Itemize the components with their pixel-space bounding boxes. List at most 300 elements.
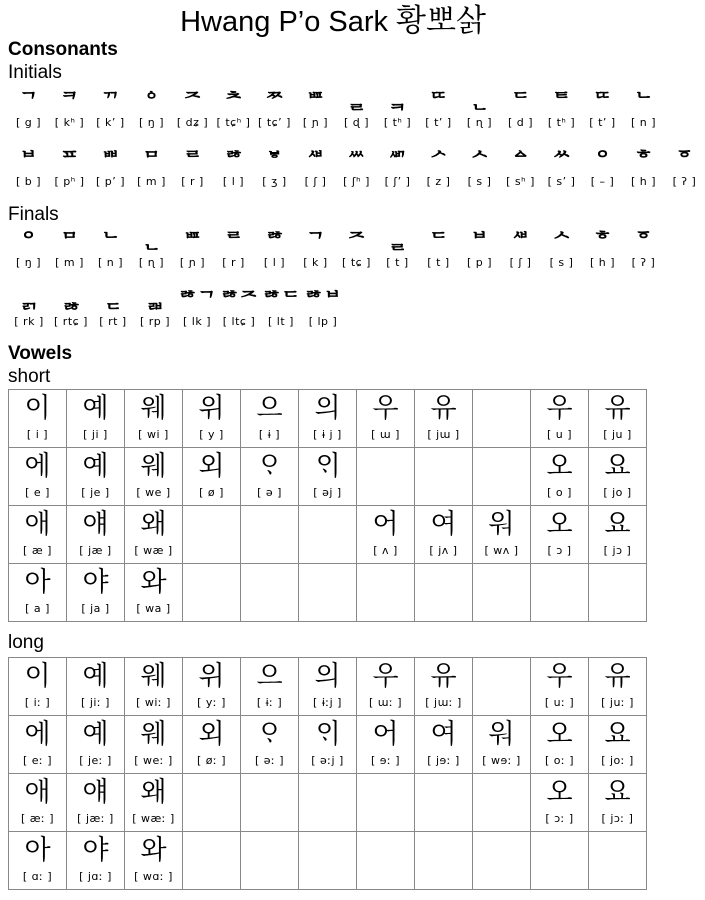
vowel-glyph: 유 bbox=[430, 393, 457, 424]
vowel-cell bbox=[9, 658, 67, 716]
ipa-label: [ jʌ ] bbox=[429, 544, 458, 557]
vowel-cell bbox=[589, 716, 647, 774]
vowel-cell bbox=[589, 506, 647, 564]
finals-row-1 bbox=[8, 228, 664, 270]
letter-glyph: ᄫ bbox=[264, 148, 285, 172]
vowel-cell bbox=[9, 564, 67, 622]
ipa-label: [ wa ] bbox=[136, 602, 171, 615]
vowel-glyph: 예 bbox=[82, 393, 109, 424]
ipa-label: [ o ] bbox=[547, 486, 572, 499]
vowel-glyph: 요 bbox=[604, 451, 631, 482]
ipa-label: [ je ] bbox=[81, 486, 110, 499]
vowel-glyph: 얘 bbox=[82, 509, 109, 540]
ipa-label: [ t’ ] bbox=[425, 116, 452, 129]
letter-glyph: ᅙ bbox=[674, 148, 695, 172]
letter-glyph: ᄎ bbox=[223, 89, 244, 113]
ipa-label: [ ə ] bbox=[257, 486, 282, 499]
vowel-cell bbox=[67, 832, 125, 890]
vowel-glyph: 와 bbox=[140, 567, 167, 598]
letter-glyph: ᄚᄇ bbox=[303, 288, 343, 312]
vowel-cell bbox=[357, 774, 415, 832]
short-heading: short bbox=[8, 366, 51, 387]
vowel-glyph: 웨 bbox=[140, 393, 167, 424]
letter-glyph: ᄇ bbox=[18, 148, 39, 172]
ipa-label: [ rk ] bbox=[14, 315, 44, 328]
vowel-cell bbox=[415, 716, 473, 774]
ipa-label: [ ɳ ] bbox=[466, 116, 493, 129]
ipa-label: [ ɘː ] bbox=[370, 754, 401, 767]
vowel-cell bbox=[299, 658, 357, 716]
ipa-label: [ u ] bbox=[546, 428, 573, 441]
vowel-cell bbox=[183, 716, 241, 774]
consonant-cell bbox=[8, 88, 49, 130]
consonant-cell bbox=[134, 287, 176, 329]
letter-glyph: ᄪ bbox=[305, 89, 326, 113]
ipa-label: [ pʰ ] bbox=[54, 175, 85, 188]
ipa-label: [ wæː ] bbox=[132, 812, 175, 825]
consonant-cell bbox=[49, 228, 90, 270]
ipa-label: [ y ] bbox=[199, 428, 224, 441]
vowel-cell bbox=[67, 390, 125, 448]
ipa-label: [ rp ] bbox=[139, 315, 171, 328]
consonant-cell bbox=[90, 228, 131, 270]
consonant-cell bbox=[377, 88, 418, 130]
vowel-row bbox=[9, 658, 647, 716]
initials-row-2 bbox=[8, 147, 705, 189]
ipa-label: [ rt ] bbox=[99, 315, 127, 328]
vowel-cell bbox=[67, 448, 125, 506]
vowel-glyph bbox=[183, 834, 240, 870]
letter-glyph: ᄃ bbox=[428, 229, 449, 253]
letter-glyph: ᆫ bbox=[141, 229, 162, 253]
vowel-glyph: 이 bbox=[24, 661, 51, 692]
ipa-label: [ p’ ] bbox=[95, 175, 126, 188]
finals-heading: Finals bbox=[8, 204, 59, 225]
ipa-label: [ rtɕ ] bbox=[54, 315, 88, 328]
vowel-glyph: 요 bbox=[604, 777, 631, 808]
ipa-label: [ h ] bbox=[630, 175, 657, 188]
ipa-label: [ a ] bbox=[25, 602, 50, 615]
vowel-cell bbox=[589, 390, 647, 448]
consonant-cell bbox=[418, 88, 459, 130]
letter-glyph: ᄍ bbox=[264, 89, 285, 113]
ipa-label: [ b ] bbox=[15, 175, 42, 188]
vowel-glyph: 어 bbox=[372, 719, 399, 750]
letter-glyph: ᄄ bbox=[592, 89, 613, 113]
vowels-heading: Vowels bbox=[8, 343, 73, 364]
ipa-label: [ æ ] bbox=[23, 544, 52, 557]
vowel-glyph bbox=[473, 776, 530, 812]
vowel-cell bbox=[473, 832, 531, 890]
vowel-cell bbox=[473, 716, 531, 774]
vowel-glyph: 외 bbox=[198, 719, 225, 750]
letter-glyph: ᄼ bbox=[428, 148, 449, 172]
vowel-glyph bbox=[299, 508, 356, 544]
ipa-label: [ tʰ ] bbox=[383, 116, 412, 129]
ipa-label: [ əː ] bbox=[254, 754, 285, 767]
ipa-label: [ s ] bbox=[467, 175, 492, 188]
letter-glyph: ᄂ bbox=[100, 229, 121, 253]
vowel-glyph: ᄋᆡ bbox=[314, 451, 341, 482]
vowel-cell bbox=[9, 390, 67, 448]
vowel-cell bbox=[125, 658, 183, 716]
consonant-cell bbox=[90, 147, 131, 189]
vowel-glyph: 우 bbox=[546, 661, 573, 692]
vowel-cell bbox=[241, 564, 299, 622]
letter-glyph: ᄚᄃ bbox=[261, 288, 301, 312]
ipa-label: [ ɨː ] bbox=[256, 696, 283, 709]
letter-glyph: ᄉ bbox=[551, 229, 572, 253]
vowel-cell bbox=[531, 774, 589, 832]
consonant-cell bbox=[90, 88, 131, 130]
consonant-cell bbox=[131, 228, 172, 270]
vowel-glyph bbox=[299, 776, 356, 812]
ipa-label: [ n ] bbox=[97, 256, 124, 269]
consonant-cell bbox=[254, 228, 295, 270]
consonant-cell bbox=[295, 147, 336, 189]
vowel-glyph bbox=[415, 450, 472, 486]
ipa-label: [ ŋ ] bbox=[15, 256, 42, 269]
vowel-cell bbox=[67, 658, 125, 716]
ipa-label: [ l ] bbox=[263, 256, 286, 269]
ipa-label: [ əːj ] bbox=[311, 754, 344, 767]
letter-glyph: ᄉ bbox=[469, 148, 490, 172]
consonant-cell bbox=[50, 287, 92, 329]
vowel-cell bbox=[125, 506, 183, 564]
ipa-label: [ jo ] bbox=[603, 486, 632, 499]
ipa-label: [ tɕ’ ] bbox=[258, 116, 291, 129]
ipa-label: [ ŋ ] bbox=[138, 116, 165, 129]
letter-glyph: ᄲ bbox=[305, 148, 326, 172]
vowel-glyph: 웨 bbox=[140, 719, 167, 750]
letter-glyph: ᅀ bbox=[510, 148, 531, 172]
vowel-cell bbox=[589, 658, 647, 716]
vowel-cell bbox=[125, 448, 183, 506]
consonant-cell bbox=[459, 147, 500, 189]
consonant-cell bbox=[623, 228, 664, 270]
vowel-glyph bbox=[415, 566, 472, 602]
consonant-cell bbox=[377, 147, 418, 189]
ipa-label: [ e ] bbox=[25, 486, 50, 499]
letter-glyph: ᄚ bbox=[223, 148, 244, 172]
ipa-label: [ d ] bbox=[507, 116, 534, 129]
letter-glyph: ᄆ bbox=[141, 148, 162, 172]
finals-row-2 bbox=[8, 287, 344, 329]
ipa-label: [ – ] bbox=[590, 175, 615, 188]
consonant-cell bbox=[541, 88, 582, 130]
vowel-glyph: 왜 bbox=[140, 777, 167, 808]
vowel-cell bbox=[299, 506, 357, 564]
consonant-cell bbox=[582, 147, 623, 189]
vowel-glyph: 으 bbox=[256, 393, 283, 424]
ipa-label: [ r ] bbox=[222, 256, 245, 269]
vowel-cell bbox=[299, 448, 357, 506]
ipa-label: [ ʌ ] bbox=[373, 544, 398, 557]
vowel-glyph bbox=[183, 566, 240, 602]
letter-glyph: ᅙ bbox=[633, 229, 654, 253]
letter-glyph: ᅌ bbox=[141, 89, 162, 113]
consonant-cell bbox=[582, 228, 623, 270]
vowel-glyph: 와 bbox=[140, 835, 167, 866]
vowel-glyph bbox=[241, 834, 298, 870]
ipa-label: [ ʃʰ ] bbox=[343, 175, 370, 188]
vowel-cell bbox=[67, 506, 125, 564]
vowel-cell bbox=[183, 390, 241, 448]
vowel-glyph: ᄋᆡ bbox=[314, 719, 341, 750]
vowel-cell bbox=[299, 774, 357, 832]
vowel-cell bbox=[531, 390, 589, 448]
ipa-label: [ uː ] bbox=[544, 696, 575, 709]
ipa-label: [ ɯː ] bbox=[369, 696, 402, 709]
ipa-label: [ joː ] bbox=[601, 754, 634, 767]
consonant-cell bbox=[172, 88, 213, 130]
vowel-glyph bbox=[241, 566, 298, 602]
vowel-glyph bbox=[473, 392, 530, 428]
ipa-label: [ sʰ ] bbox=[506, 175, 535, 188]
ipa-label: [ ʃ’ ] bbox=[384, 175, 411, 188]
letter-glyph: ᄏ bbox=[59, 89, 80, 113]
vowel-glyph: 유 bbox=[430, 661, 457, 692]
letter-glyph: ᄪ bbox=[182, 229, 203, 253]
vowel-cell bbox=[531, 832, 589, 890]
vowel-glyph: 오 bbox=[546, 719, 573, 750]
vowel-glyph bbox=[241, 508, 298, 544]
vowel-glyph bbox=[531, 834, 588, 870]
letter-glyph: ᆶ bbox=[61, 288, 81, 312]
ipa-label: [ n ] bbox=[630, 116, 657, 129]
vowel-cell bbox=[299, 716, 357, 774]
vowel-glyph: 예 bbox=[82, 661, 109, 692]
ipa-label: [ ɔ ] bbox=[547, 544, 572, 557]
consonant-cell bbox=[176, 287, 218, 329]
vowel-cell bbox=[67, 716, 125, 774]
vowel-cell bbox=[125, 716, 183, 774]
vowel-cell bbox=[183, 506, 241, 564]
consonant-cell bbox=[213, 147, 254, 189]
ipa-label: [ oː ] bbox=[544, 754, 574, 767]
ipa-label: [ r ] bbox=[181, 175, 204, 188]
vowel-glyph bbox=[473, 834, 530, 870]
letter-glyph: ᄚ bbox=[264, 229, 285, 253]
vowel-cell bbox=[589, 448, 647, 506]
letter-glyph: ᄋ bbox=[18, 229, 39, 253]
consonant-cell bbox=[336, 228, 377, 270]
vowel-cell bbox=[589, 774, 647, 832]
vowel-glyph: 예 bbox=[82, 451, 109, 482]
vowel-cell bbox=[241, 832, 299, 890]
vowel-row bbox=[9, 506, 647, 564]
letter-glyph: ᄄ bbox=[428, 89, 449, 113]
ipa-label: [ ʃ ] bbox=[304, 175, 327, 188]
vowel-cell bbox=[9, 774, 67, 832]
consonant-cell bbox=[336, 147, 377, 189]
vowel-glyph: 이 bbox=[24, 393, 51, 424]
vowel-cell bbox=[241, 658, 299, 716]
vowel-glyph: 애 bbox=[24, 777, 51, 808]
letter-glyph: ᄀ bbox=[18, 89, 39, 113]
letter-glyph: ᄃ bbox=[510, 89, 531, 113]
vowel-glyph: ᄋᆞ bbox=[256, 719, 283, 750]
ipa-label: [ wɘː ] bbox=[482, 754, 521, 767]
ipa-label: [ ɔː ] bbox=[545, 812, 574, 825]
vowel-cell bbox=[473, 390, 531, 448]
ipa-label: [ ʔ ] bbox=[672, 175, 697, 188]
ipa-label: [ kʰ ] bbox=[54, 116, 85, 129]
initials-row-1 bbox=[8, 88, 664, 130]
ipa-label: [ p ] bbox=[466, 256, 493, 269]
ipa-label: [ t ] bbox=[386, 256, 409, 269]
vowel-glyph: 웨 bbox=[140, 661, 167, 692]
vowel-row bbox=[9, 564, 647, 622]
ipa-label: [ ja ] bbox=[81, 602, 110, 615]
consonant-cell bbox=[377, 228, 418, 270]
vowel-cell bbox=[473, 448, 531, 506]
ipa-label: [ ɨ ] bbox=[258, 428, 281, 441]
vowel-cell bbox=[357, 390, 415, 448]
vowel-glyph bbox=[531, 566, 588, 602]
vowel-glyph: 예 bbox=[82, 719, 109, 750]
vowel-glyph bbox=[299, 566, 356, 602]
short-vowels-table bbox=[8, 389, 647, 622]
vowel-glyph: 오 bbox=[546, 777, 573, 808]
ipa-label: [ jɑː ] bbox=[79, 870, 112, 883]
letter-glyph: ᄚᄀ bbox=[177, 288, 217, 312]
vowel-cell bbox=[531, 716, 589, 774]
ipa-label: [ k ] bbox=[303, 256, 328, 269]
vowel-glyph: 유 bbox=[604, 393, 631, 424]
ipa-label: [ i ] bbox=[26, 428, 49, 441]
consonant-cell bbox=[500, 88, 541, 130]
ipa-label: [ tɕʰ ] bbox=[216, 116, 251, 129]
vowel-glyph: 아 bbox=[24, 567, 51, 598]
vowel-cell bbox=[9, 716, 67, 774]
vowel-cell bbox=[531, 506, 589, 564]
ipa-label: [ jɔː ] bbox=[601, 812, 634, 825]
vowel-glyph: 얘 bbox=[82, 777, 109, 808]
consonant-cell bbox=[8, 147, 49, 189]
vowel-cell bbox=[241, 774, 299, 832]
vowel-cell bbox=[241, 716, 299, 774]
vowel-cell bbox=[67, 774, 125, 832]
consonant-cell bbox=[500, 228, 541, 270]
vowel-cell bbox=[183, 832, 241, 890]
consonant-cell bbox=[302, 287, 344, 329]
page-title bbox=[0, 2, 666, 41]
letter-glyph: ᄳ bbox=[387, 148, 408, 172]
vowel-cell bbox=[183, 564, 241, 622]
ipa-label: [ tɕ ] bbox=[342, 256, 371, 269]
vowel-cell bbox=[9, 448, 67, 506]
vowel-cell bbox=[357, 448, 415, 506]
ipa-label: [ s’ ] bbox=[547, 175, 576, 188]
ipa-label: [ wɑː ] bbox=[134, 870, 173, 883]
vowel-row bbox=[9, 716, 647, 774]
vowel-glyph: 웨 bbox=[140, 451, 167, 482]
consonant-cell bbox=[582, 88, 623, 130]
vowel-glyph: 워 bbox=[488, 719, 515, 750]
vowel-cell bbox=[473, 564, 531, 622]
vowel-glyph bbox=[589, 566, 646, 602]
vowel-glyph: 야 bbox=[82, 567, 109, 598]
vowel-row bbox=[9, 832, 647, 890]
vowel-glyph: 아 bbox=[24, 835, 51, 866]
vowel-cell bbox=[357, 506, 415, 564]
letter-glyph: ᄌ bbox=[182, 89, 203, 113]
vowel-cell bbox=[125, 774, 183, 832]
consonant-cell bbox=[213, 88, 254, 130]
vowel-cell bbox=[183, 774, 241, 832]
vowel-glyph: 의 bbox=[314, 661, 341, 692]
letter-glyph: ᄀ bbox=[305, 229, 326, 253]
ipa-label: [ jɔ ] bbox=[603, 544, 632, 557]
consonant-cell bbox=[623, 88, 664, 130]
title-korean: 황뽀삵 bbox=[396, 3, 486, 39]
vowel-cell bbox=[415, 564, 473, 622]
ipa-label: [ yː ] bbox=[197, 696, 226, 709]
ipa-label: [ k’ ] bbox=[96, 116, 125, 129]
vowel-glyph bbox=[415, 776, 472, 812]
initials-heading: Initials bbox=[8, 62, 62, 83]
ipa-label: [ s ] bbox=[549, 256, 574, 269]
vowel-glyph: 의 bbox=[314, 393, 341, 424]
ipa-label: [ ju ] bbox=[603, 428, 632, 441]
ipa-label: [ ltɕ ] bbox=[222, 315, 256, 328]
consonant-cell bbox=[459, 88, 500, 130]
vowel-glyph: 여 bbox=[430, 509, 457, 540]
vowel-glyph bbox=[473, 566, 530, 602]
vowel-glyph bbox=[589, 834, 646, 870]
vowel-glyph bbox=[473, 660, 530, 696]
ipa-label: [ m ] bbox=[55, 256, 84, 269]
ipa-label: [ g ] bbox=[15, 116, 42, 129]
consonant-cell bbox=[664, 147, 705, 189]
ipa-label: [ ʒ ] bbox=[262, 175, 287, 188]
letter-glyph: ᄒ bbox=[633, 148, 654, 172]
ipa-label: [ jeː ] bbox=[79, 754, 112, 767]
letter-glyph: ᄈ bbox=[100, 148, 121, 172]
letter-glyph: ᄒ bbox=[592, 229, 613, 253]
vowel-cell bbox=[415, 832, 473, 890]
long-heading: long bbox=[8, 632, 44, 653]
vowel-cell bbox=[299, 832, 357, 890]
ipa-label: [ ɲ ] bbox=[302, 116, 329, 129]
ipa-label: [ h ] bbox=[589, 256, 616, 269]
vowel-cell bbox=[357, 564, 415, 622]
vowel-row bbox=[9, 774, 647, 832]
vowel-glyph: 애 bbox=[24, 509, 51, 540]
ipa-label: [ ji ] bbox=[83, 428, 108, 441]
consonant-cell bbox=[500, 147, 541, 189]
letter-glyph: ᄅ bbox=[182, 148, 203, 172]
vowel-cell bbox=[241, 448, 299, 506]
ipa-label: [ lt ] bbox=[268, 315, 294, 328]
vowel-glyph: 위 bbox=[198, 393, 225, 424]
letter-glyph: ᄊ bbox=[551, 148, 572, 172]
consonant-cell bbox=[295, 228, 336, 270]
vowel-cell bbox=[531, 448, 589, 506]
vowel-glyph bbox=[241, 776, 298, 812]
ipa-label: [ jæː ] bbox=[77, 812, 114, 825]
vowel-glyph: 위 bbox=[198, 661, 225, 692]
vowel-glyph bbox=[415, 834, 472, 870]
vowel-glyph bbox=[357, 566, 414, 602]
vowel-glyph: ᄋᆞ bbox=[256, 451, 283, 482]
consonant-cell bbox=[218, 287, 260, 329]
vowel-row bbox=[9, 390, 647, 448]
vowel-cell bbox=[9, 832, 67, 890]
ipa-label: [ wiː ] bbox=[136, 696, 171, 709]
consonant-cell bbox=[418, 228, 459, 270]
